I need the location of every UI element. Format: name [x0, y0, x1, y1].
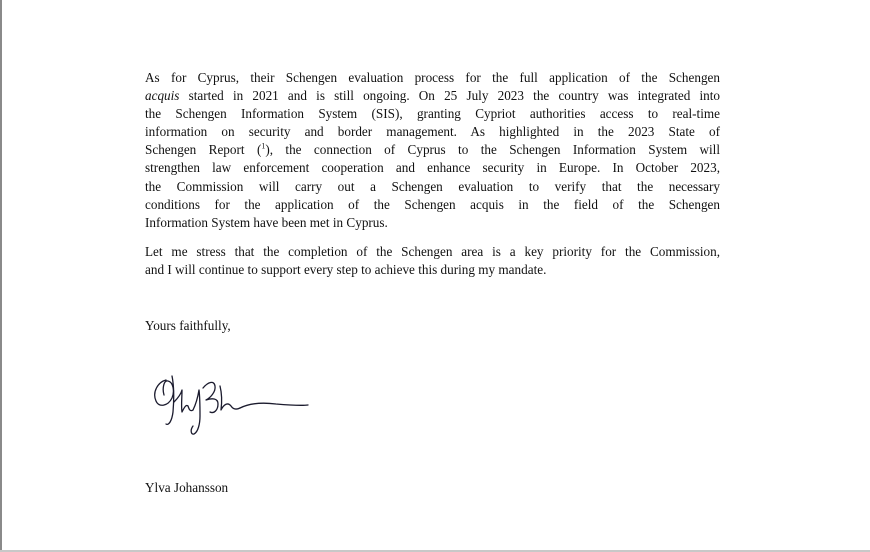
text-line: and I will continue to support every step to achieve this during my mandate.	[145, 261, 547, 277]
handwritten-signature	[148, 368, 313, 440]
signatory-name: Ylva Johansson	[145, 480, 229, 495]
text-line: the Schengen Information System (SIS), granting Cypriot authorities access to real-time	[145, 106, 720, 122]
paragraph-cyprus-evaluation	[145, 69, 720, 232]
text-line: the Commission will carry out a Schengen evaluation to verify that the necessary	[145, 178, 720, 194]
text-line: information on security and border management. As highlighted in the 2023 State of	[145, 124, 720, 140]
text-line: Let me stress that the completion of the Schengen area is a key priority for the Commission,	[145, 243, 720, 259]
text-line: conditions for the application of the Schengen acquis in the field of the Schengen	[145, 196, 720, 212]
paragraph-priority-statement	[145, 243, 720, 279]
closing-salutation: Yours faithfully,	[145, 318, 231, 333]
footnote-marker: 1	[261, 141, 266, 151]
italic-term: acquis	[145, 88, 180, 104]
text-line: Schengen Report ($^1$), the connection of Cyprus to the Schengen Information System will	[145, 141, 720, 158]
text-line: strengthen law enforcement cooperation and enhance security in Europe. In October 2023,	[145, 160, 720, 176]
text-line: As for Cyprus, their Schengen evaluation process for the full application of the Schengen	[145, 70, 720, 85]
page-left-border	[0, 0, 2, 552]
text-line: acquis started in 2021 and is still ongoing. On 25 July 2023 the country was integrated into	[145, 88, 720, 104]
letter-body	[145, 69, 720, 279]
text-line: Information System have been met in Cyprus.	[145, 214, 388, 230]
